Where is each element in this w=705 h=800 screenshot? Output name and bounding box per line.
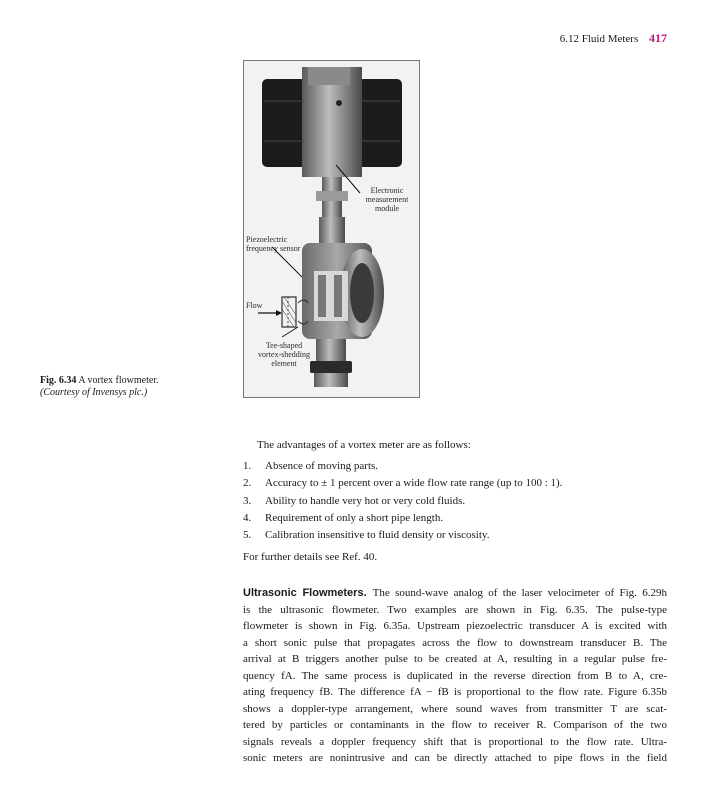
- list-item: 3. Ability to handle very hot or very cold fluids.: [243, 494, 466, 507]
- paragraph-line: a short sonic pulse that propagates across the flow to downstream transducer B. The: [243, 636, 667, 649]
- vortex-flowmeter-figure: [243, 60, 420, 398]
- paragraph-line: Ultrasonic Flowmeters. The sound-wave analog of the laser velocimeter of Fig. 6.29h: [243, 587, 667, 599]
- advantages-list: [243, 458, 667, 544]
- paragraph-line: quency fA. The same process is duplicated in the reverse direction from B to A, cre-: [243, 669, 667, 682]
- label-tee-element: Tee-shaped vortex-shedding element: [258, 341, 310, 368]
- ultrasonic-heading: Ultrasonic Flowmeters.: [243, 587, 367, 599]
- paragraph-line: sonic meters are nonintrusive and can be directly attached to pipe flows in the field: [243, 752, 667, 764]
- label-piezo-sensor: Piezoelectric frequency sensor: [246, 235, 301, 253]
- section-title: 6.12 Fluid Meters: [559, 33, 639, 45]
- page-number: 417: [649, 31, 667, 45]
- list-item: 4. Requirement of only a short pipe length.: [243, 511, 444, 524]
- caption-label: Fig. 6.34: [40, 375, 77, 386]
- paragraph-line: ating frequency fB. The difference fA − fB is proportional to the flow rate. Figure 6.35b: [243, 686, 667, 698]
- advantages-intro: The advantages of a vortex meter are as follows:: [257, 439, 471, 451]
- paragraph-line: shows a doppler-type arrangement, where sound waves from transmitter T are scat-: [243, 702, 667, 715]
- running-head: [0, 31, 667, 46]
- module-right-cap: [358, 79, 402, 167]
- figure-caption: [40, 375, 240, 399]
- paragraph-line: arrival at B triggers another pulse to be created at A, resulting in a regular pulse fre-: [243, 653, 667, 665]
- paragraph-line: tered by particles or contaminants in the flow to receiver R. Comparison of the two: [243, 719, 667, 731]
- label-electronic-module: Electronic measurement module: [365, 186, 409, 213]
- paragraph-line: flowmeter is shown in Fig. 6.35a. Upstream piezoelectric transducer A is excited with: [243, 620, 667, 632]
- ultrasonic-paragraph: [243, 585, 667, 767]
- list-item: 2. Accuracy to ± 1 percent over a wide flow rate range (up to 100 : 1).: [243, 477, 563, 490]
- paragraph-line: is the ultrasonic flowmeter. Two examples are shown in Fig. 6.35. The pulse-type: [243, 603, 667, 616]
- label-flow: Flow: [246, 301, 263, 310]
- caption-text: A vortex flowmeter.: [78, 375, 159, 386]
- list-item: 5. Calibration insensitive to fluid density or viscosity.: [243, 529, 490, 542]
- list-item: 1. Absence of moving parts.: [243, 460, 379, 472]
- paragraph-line: signals reveals a doppler frequency shift that is proportional to the flow rate. Ultra-: [243, 735, 667, 748]
- further-details: For further details see Ref. 40.: [243, 551, 378, 563]
- caption-courtesy: (Courtesy of Invensys plc.): [40, 387, 148, 398]
- module-left-cap: [262, 79, 306, 167]
